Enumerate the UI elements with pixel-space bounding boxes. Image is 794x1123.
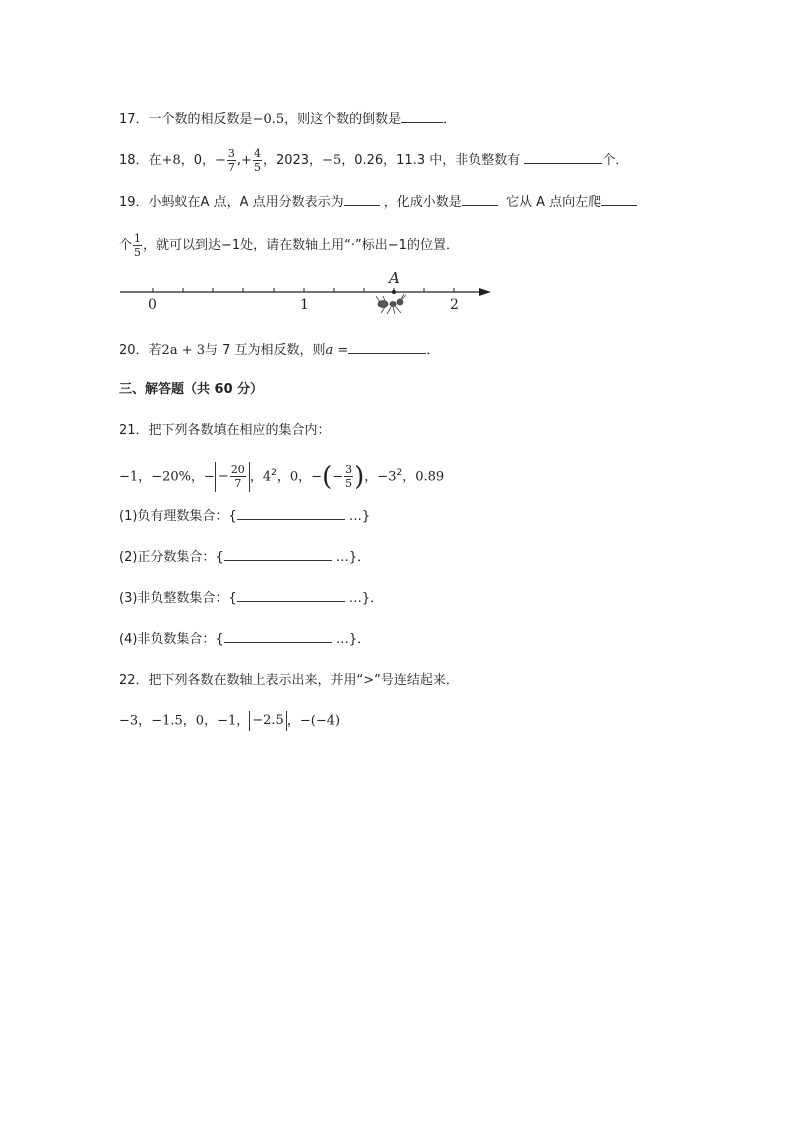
point-a-dot: [392, 290, 396, 294]
q19-text-d: 个: [119, 238, 133, 253]
tick-label-2: 2: [450, 297, 459, 313]
q19-text-c: 它从 A 点向左爬: [506, 195, 602, 210]
q18-f2-den: 5: [253, 161, 261, 174]
q18-fraction-2: [253, 147, 262, 174]
q17-end: ．: [443, 112, 457, 127]
q20-end: ．: [426, 343, 440, 358]
q21-sep: ，: [190, 469, 204, 485]
question-18: [119, 147, 628, 174]
number-line[interactable]: [115, 266, 500, 322]
question-22-title: 22．把下列各数在数轴上表示出来，并用“>”号连结起来．: [119, 673, 459, 688]
q22-n4: −1: [217, 713, 237, 729]
q21-n3-sign: −: [204, 469, 215, 485]
q21-n4: 4: [262, 469, 272, 485]
q21-n6-sign: −: [311, 469, 323, 485]
q22-n3: 0: [195, 713, 205, 729]
q18-n1: +8: [161, 153, 181, 168]
section-3-heading: 三、解答题（共 60 分）: [119, 382, 264, 397]
q21-sep: ，: [249, 469, 263, 485]
set-answer-blank[interactable]: [224, 628, 332, 643]
q20-prefix: 20．若: [119, 343, 162, 358]
set-answer-blank[interactable]: [237, 505, 345, 520]
q20-expression: 2a + 3: [161, 343, 205, 358]
q21-n4-exp: 2: [271, 468, 277, 478]
q18-f2-num: 4: [253, 147, 261, 160]
q19-decimal-blank[interactable]: [462, 191, 498, 206]
q21-n7-exp: 2: [396, 468, 403, 478]
question-19-line1: [119, 191, 637, 213]
q19-count-blank[interactable]: [601, 191, 637, 206]
tick-label-1: 1: [300, 297, 309, 313]
tick-label-0: 0: [148, 297, 157, 313]
q21-n6-inner-sign: −: [332, 469, 344, 485]
set-end: …}．: [344, 591, 384, 606]
q18-f2-sign: +: [241, 153, 252, 168]
question-22-numbers: [119, 711, 340, 732]
q21-n2: −20%: [151, 469, 191, 485]
point-a-label: A: [389, 269, 400, 287]
q18-n2: −5: [322, 153, 342, 168]
q20-mid: 与 7 互为相反数，则: [205, 343, 326, 358]
q21-n6-num: 3: [345, 463, 353, 477]
q18-answer-blank[interactable]: [524, 149, 602, 164]
q20-variable: a =: [325, 343, 349, 358]
set-end: …}: [344, 509, 371, 524]
ant-icon: [376, 294, 406, 314]
q21-n3-abs: − $\frac{20}{7}$: [215, 462, 250, 492]
q21-sep: ，: [138, 469, 152, 485]
q21-n8: 0.89: [415, 469, 445, 485]
q19-text-a: 19．小蚂蚁在A 点，A 点用分数表示为: [119, 195, 344, 210]
set-end: …}．: [331, 632, 371, 647]
q21-sep: ，: [402, 469, 416, 485]
q17-answer-blank[interactable]: [401, 108, 443, 123]
q18-f1-sign: −: [215, 153, 226, 168]
q22-n1: −3: [119, 713, 139, 729]
set-answer-blank[interactable]: [224, 546, 332, 561]
q18-sep3: ，2023，: [262, 153, 323, 168]
q18-sep2: ,: [236, 153, 242, 168]
set-label: (3)非负整数集合：{: [119, 591, 237, 606]
q22-n5-abs: −2.5: [249, 711, 287, 731]
number-line-arrow: [479, 288, 491, 296]
q21-n5: 0: [289, 469, 299, 485]
q22-n2: −1.5: [151, 713, 183, 729]
q22-sep: ，: [236, 713, 250, 729]
q21-sep: ，: [364, 469, 378, 485]
q19-text-e: ，就可以到达−1处，请在数轴上用“·”标出−1的位置．: [143, 238, 459, 253]
q18-end: 个．: [602, 153, 629, 168]
q21-n7: −3: [377, 469, 397, 485]
question-20: [119, 339, 439, 361]
q19-frac-den: 5: [134, 246, 142, 259]
q19-fraction: [133, 232, 142, 259]
set-answer-blank[interactable]: [237, 587, 345, 602]
q19-text-b: ，化成小数是: [383, 195, 462, 210]
q18-sep1: ，0，: [180, 153, 215, 168]
set-nonnegative-integer: [119, 587, 383, 609]
q18-f1-den: 7: [227, 161, 235, 174]
question-21-title: 21．把下列各数填在相应的集合内：: [119, 423, 331, 438]
set-label: (1)负有理数集合：{: [119, 509, 237, 524]
set-label: (2)正分数集合：{: [119, 550, 224, 565]
q18-fraction-1: [227, 147, 236, 174]
question-17: [119, 108, 456, 130]
q22-sep: ，: [182, 713, 196, 729]
q22-sep: ，: [204, 713, 218, 729]
set-positive-fraction: [119, 546, 370, 568]
q21-n3-num: 20: [230, 462, 245, 476]
q18-sep4: ，0.26，11.3 中，非负整数有: [341, 153, 521, 168]
set-label: (4)非负数集合：{: [119, 632, 224, 647]
set-nonnegative: [119, 628, 370, 650]
q21-sep: ，: [276, 469, 290, 485]
q17-value: −0.5: [252, 112, 285, 127]
q22-sep: ，: [286, 713, 300, 729]
q21-sep: ，: [298, 469, 312, 485]
set-end: …}．: [331, 550, 371, 565]
q22-sep: ，: [138, 713, 152, 729]
question-21-numbers: −1，−20%，− − $\frac{20}{7}$ ，$4^2$，0，−(− $\frac{3}{5}$ )，$-3^2$，0.89: [119, 461, 445, 492]
q18-prefix: 18．在: [119, 153, 162, 168]
q20-answer-blank[interactable]: [348, 339, 426, 354]
q17-prefix: 17．一个数的相反数是: [119, 112, 253, 127]
q18-f1-num: 3: [227, 147, 235, 160]
question-19-line2: [119, 232, 459, 259]
q21-n1: −1: [119, 469, 139, 485]
q19-frac-num: 1: [134, 232, 142, 245]
q19-fraction-blank[interactable]: [344, 191, 380, 206]
set-negative-rational: [119, 505, 370, 527]
q22-n6: −(−4): [299, 713, 341, 729]
q21-n3-den: 7: [234, 476, 242, 490]
q17-mid: ，则这个数的倒数是: [284, 112, 402, 127]
q21-n6-den: 5: [345, 477, 353, 491]
